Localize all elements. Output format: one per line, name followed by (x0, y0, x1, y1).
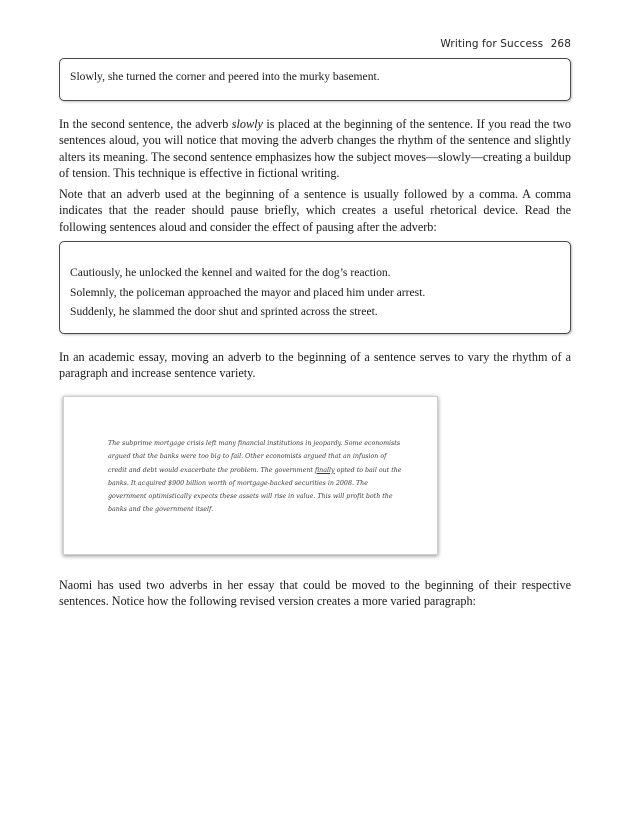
running-header (440, 38, 571, 50)
header-title: Writing for Success (440, 38, 544, 50)
paragraph-2: Note that an adverb used at the beginning of a sentence is usually followed by a comma. A comma indicates that the reader should pause briefly, which creates a useful rhetorical device. Read the following sentences aloud and consider the effect of pausing after the adverb: (59, 187, 571, 234)
paragraph-1 (59, 116, 571, 182)
paragraph-4: Naomi has used two adverbs in her essay that could be moved to the beginning of their respective sentences. Notice how the following revised version creates a more varied paragraph: (59, 578, 571, 609)
essay-text-b: opted to bail out the banks. It acquired $900 billion worth of mortgage-backed securities in 2008. The government optimistically expects these assets will rise in value. This will profit both the banks and the government itself. (108, 466, 402, 514)
example-box-1 (59, 58, 571, 101)
paragraph-1-text-a: In the second sentence, the adverb (59, 117, 232, 131)
paragraph-3: In an academic essay, moving an adverb to the beginning of a sentence serves to vary the rhythm of a paragraph and increase sentence variety. (59, 350, 571, 381)
paragraph-1-emphasis: slowly (231, 117, 263, 131)
example-box-2 (59, 241, 571, 334)
page-number: 268 (550, 38, 571, 50)
example-sentence-3: Suddenly, he slammed the door shut and sprinted across the street. (70, 305, 378, 318)
example-sentence-1: Cautiously, he unlocked the kennel and waited for the dog’s reaction. (70, 266, 391, 279)
paragraph-1-text-b: is placed at the beginning of the sentence. If you read the two sentences aloud, you will notice that moving the adverb changes the rhythm of the sentence and slightly alters its meaning. The second sentence emphasizes how the subject moves—slowly—creating a buildup of tension. This technique is effective in fictional writing. (59, 117, 571, 181)
example-sentence-2: Solemnly, the policeman approached the mayor and placed him under arrest. (70, 286, 426, 299)
essay-underlined-word: finally (314, 466, 335, 474)
example-sentence: Slowly, she turned the corner and peered into the murky basement. (70, 70, 380, 83)
essay-text (108, 437, 404, 517)
handwritten-essay-excerpt (63, 396, 438, 555)
essay-text-a: The subprime mortgage crisis left many financial institutions in jeopardy. Some economists argued that the banks were too big to fail. Other economists argued that an infusion of credit and debt would exacerbate the problem. The government (108, 440, 401, 474)
